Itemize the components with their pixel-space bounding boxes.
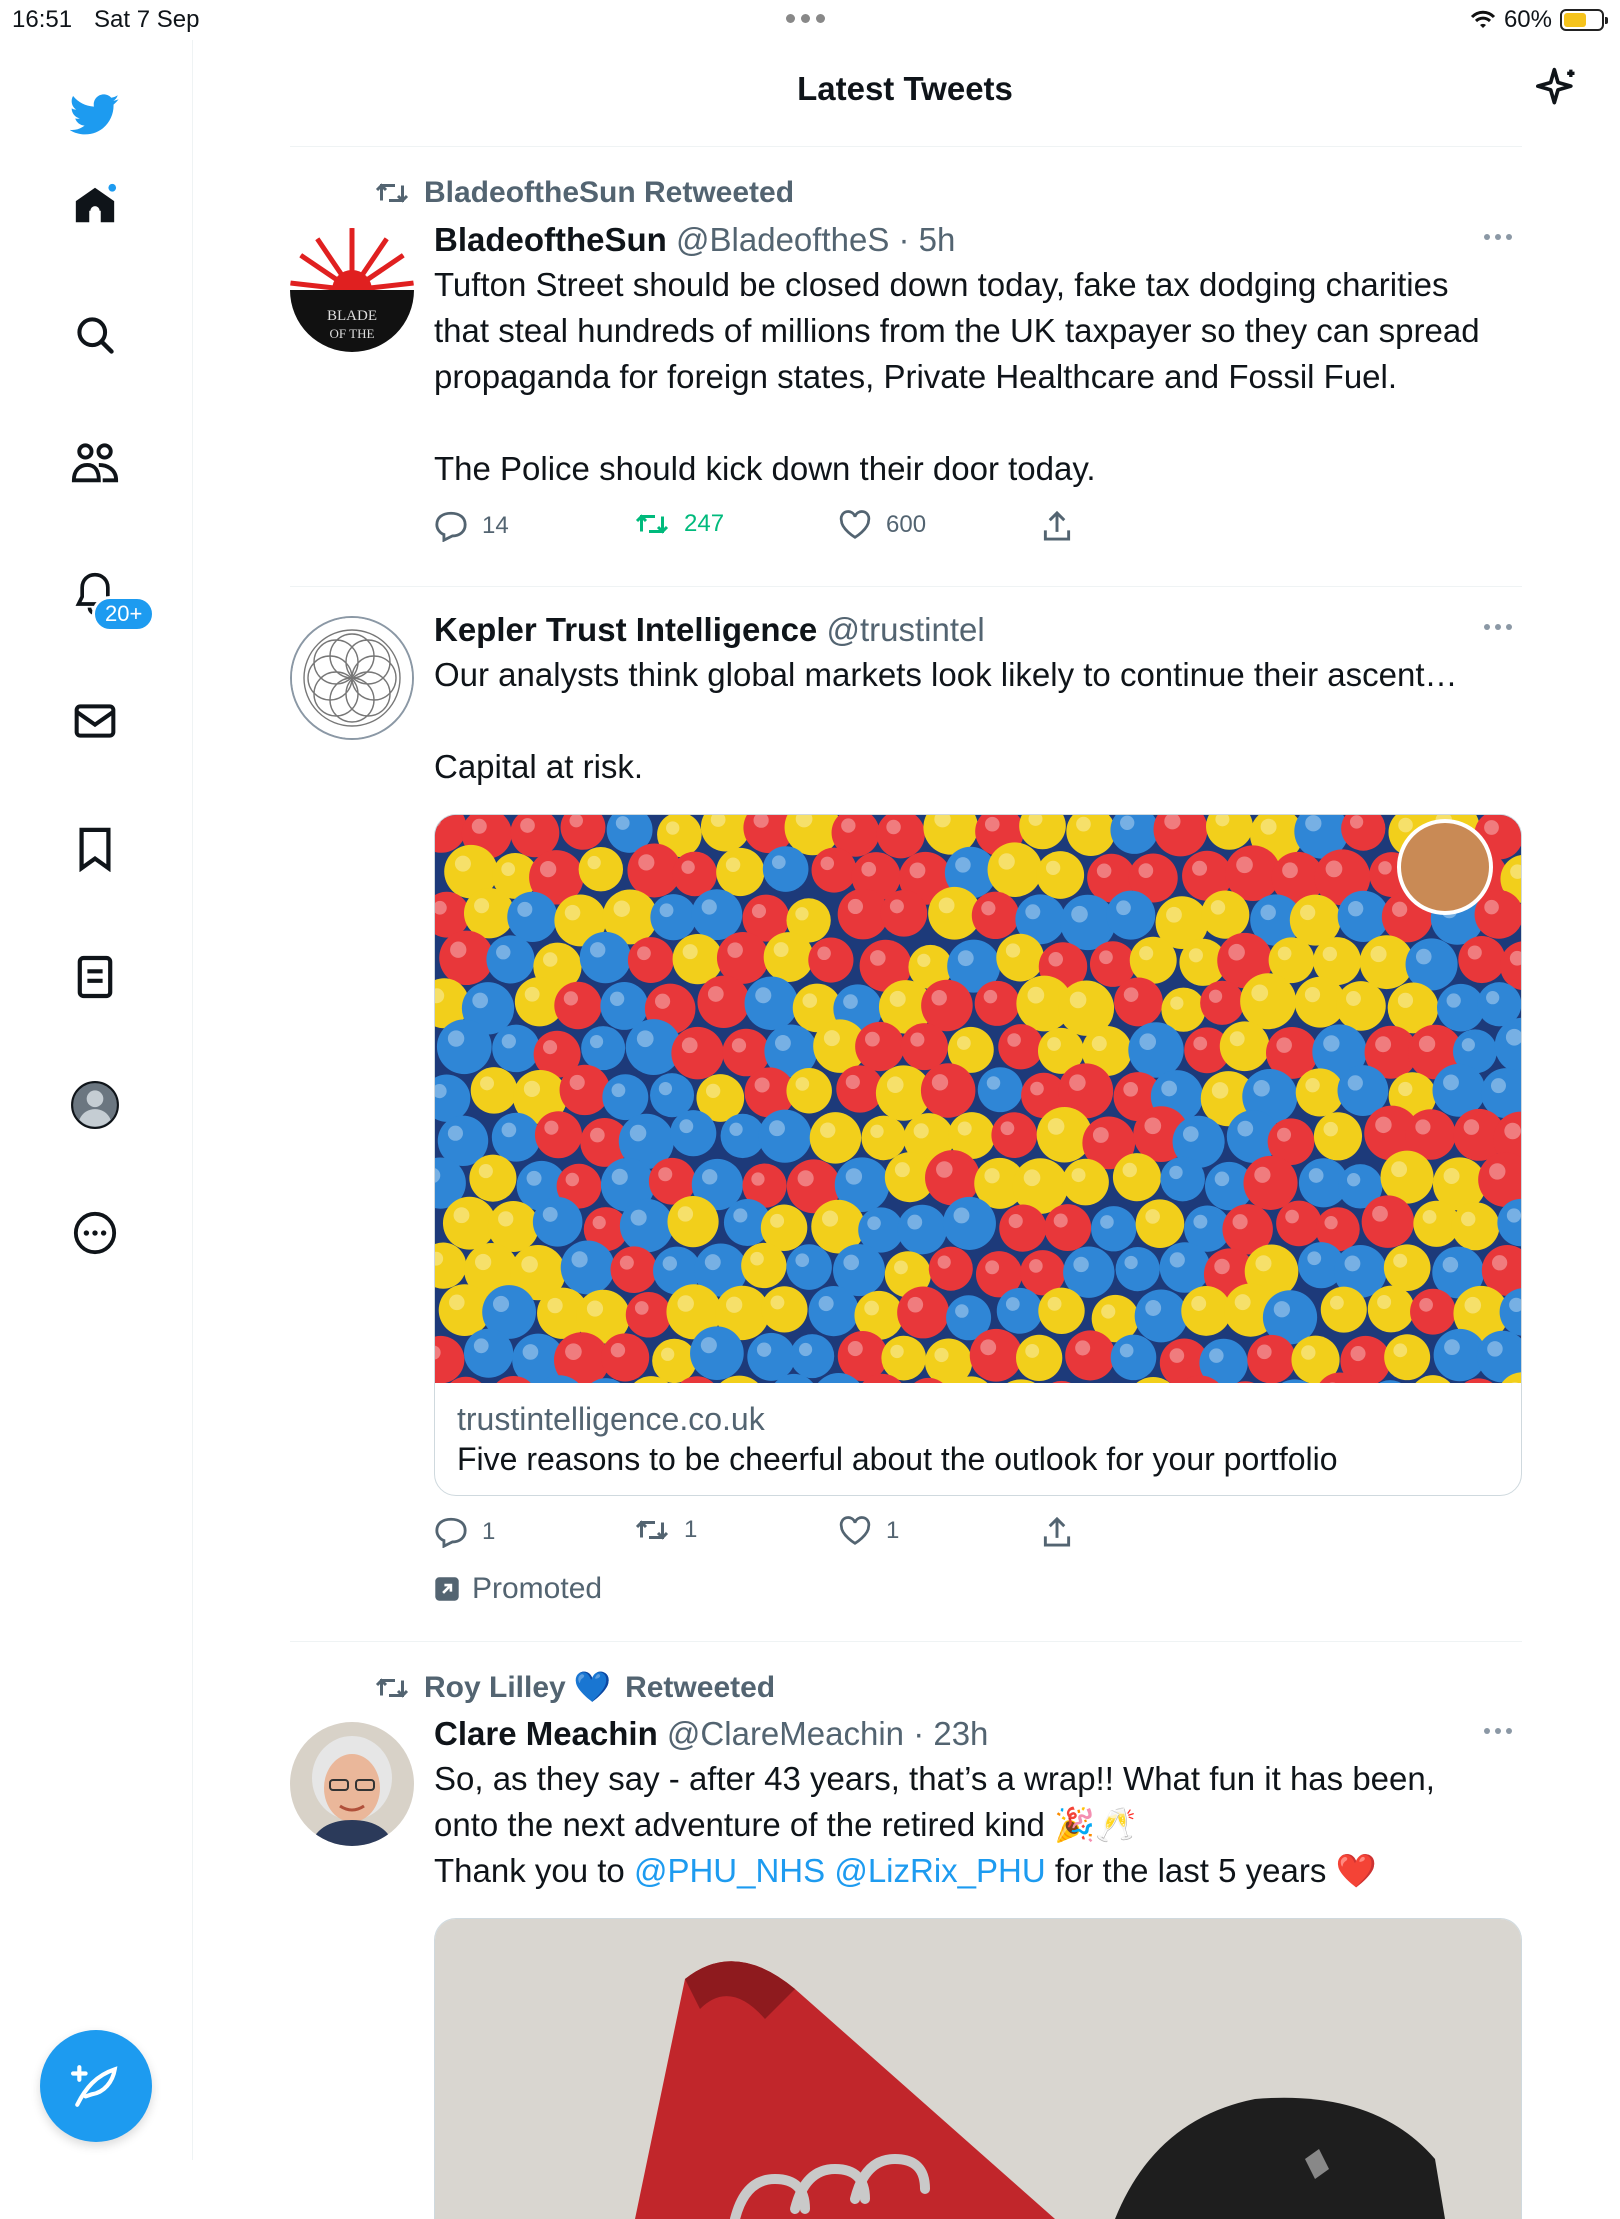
retweet-button[interactable] [634,510,724,538]
promoted-text: Promoted [472,1572,602,1606]
retweeted-label: Retweeted [625,1671,775,1705]
wifi-icon [1470,10,1496,30]
card-domain: trustintelligence.co.uk [457,1399,1499,1439]
notifications-badge: 20+ [92,596,155,632]
tweet-text [434,652,1522,790]
sidebar [0,40,193,2160]
status-bar [0,0,1620,40]
header-divider [290,146,1522,147]
retweet-icon [634,510,670,538]
mention-link[interactable]: @PHU_NHS [634,1852,825,1889]
svg-text:BLADE: BLADE [327,308,377,324]
blue-heart-emoji: 💙 [574,1670,611,1705]
card-title: Five reasons to be cheerful about the outlook for your portfolio [457,1439,1499,1479]
battery-percent: 60% [1504,6,1552,34]
retweet-count: 1 [684,1516,697,1544]
promoted-icon [434,1576,460,1602]
tweet-text [434,262,1522,492]
tweet-text-segment: Thank you to [434,1852,625,1889]
avatar[interactable] [290,1722,414,1846]
search-icon[interactable] [70,310,120,360]
reply-button[interactable] [434,510,509,542]
author-name[interactable]: Clare Meachin [434,1715,658,1752]
tweet-divider [290,586,1522,587]
multitasking-dots[interactable] [786,14,825,23]
like-count: 600 [886,511,926,539]
heart-icon [838,510,872,540]
promoted-label [434,1572,1522,1606]
share-button[interactable] [1042,510,1072,542]
like-count: 1 [886,1517,899,1545]
reply-button[interactable] [434,1516,495,1548]
tweet-text-line: propaganda for foreign states, Private Healthcare and Fossil Fuel. [434,354,1522,400]
link-card[interactable] [434,814,1522,1496]
battery-icon [1560,9,1604,31]
compose-feather-icon [71,2061,121,2111]
retweet-icon [634,1516,670,1544]
retweeted-by-name[interactable]: Roy Lilley [424,1671,566,1705]
page-title: Latest Tweets [290,70,1520,108]
tweet-text-line: that steal hundreds of millions from the UK taxpayer so they can spread [434,308,1522,354]
tweet-text-line: Capital at risk. [434,744,1522,790]
reply-icon [434,510,468,542]
retweet-button[interactable] [634,1516,697,1544]
avatar[interactable] [290,228,414,352]
tweet-time[interactable]: · 23h [913,1715,988,1752]
tweet-text-line: So, as they say - after 43 years, that’s a wrap!! What fun it has been, [434,1756,1522,1802]
more-icon[interactable] [1484,234,1512,240]
author-name[interactable]: BladeoftheSun [434,221,667,258]
status-date: Sat 7 Sep [94,6,199,34]
card-image [435,815,1521,1383]
retweet-count: 247 [684,510,724,538]
retweet-icon [374,179,410,207]
tweet-header [434,610,1522,650]
share-button[interactable] [1042,1516,1072,1548]
reply-count: 14 [482,512,509,540]
avatar[interactable] [290,616,414,740]
lists-icon[interactable] [70,952,120,1002]
reply-icon [434,1516,468,1548]
mention-link[interactable]: @LizRix_PHU [834,1852,1045,1889]
more-icon[interactable] [1484,1728,1512,1734]
retweeted-by-label: BladeoftheSun Retweeted [424,176,794,210]
share-icon [1042,1516,1072,1548]
tweet-text-segment: for the last 5 years ❤️ [1055,1852,1377,1889]
sparkle-icon[interactable] [1536,66,1580,115]
retweet-context [374,176,794,210]
twitter-logo-icon[interactable] [70,90,120,140]
like-button[interactable] [838,510,926,540]
retweet-icon [374,1674,410,1702]
tweet-time[interactable]: · 5h [899,221,956,258]
bookmarks-icon[interactable] [70,824,120,874]
author-handle[interactable]: @BladeoftheS [676,221,889,258]
tweet-text-line: The Police should kick down their door today. [434,446,1522,492]
tweet-actions [434,510,1522,550]
tweet-text [434,1756,1522,1894]
tweet-text-line: Our analysts think global markets look likely to continue their ascent… [434,652,1522,698]
tweet-header [434,220,1522,260]
more-options-icon[interactable] [70,1208,120,1258]
author-handle[interactable]: @trustintel [826,611,984,648]
retweet-context [374,1670,775,1705]
tweet-text-line [434,1848,1522,1894]
status-time: 16:51 [12,6,72,34]
profile-icon[interactable] [70,1080,120,1130]
more-icon[interactable] [1484,624,1512,630]
tweet-header [434,1714,1522,1754]
share-icon [1042,510,1072,542]
like-button[interactable] [838,1516,899,1546]
heart-icon [838,1516,872,1546]
tweet-text-line: Tufton Street should be closed down today, fake tax dodging charities [434,262,1522,308]
compose-tweet-button[interactable] [40,2030,152,2142]
tweet-divider [290,1641,1522,1642]
author-handle[interactable]: @ClareMeachin [667,1715,904,1752]
svg-text:OF THE: OF THE [330,326,375,341]
home-icon[interactable] [70,180,120,230]
tweet-actions [434,1516,1522,1556]
communities-icon[interactable] [70,438,120,488]
tweet-text-line: onto the next adventure of the retired kind 🎉🥂 [434,1802,1522,1848]
reply-count: 1 [482,1518,495,1546]
author-name[interactable]: Kepler Trust Intelligence [434,611,817,648]
tweet-image[interactable] [434,1918,1522,2219]
messages-icon[interactable] [70,696,120,746]
